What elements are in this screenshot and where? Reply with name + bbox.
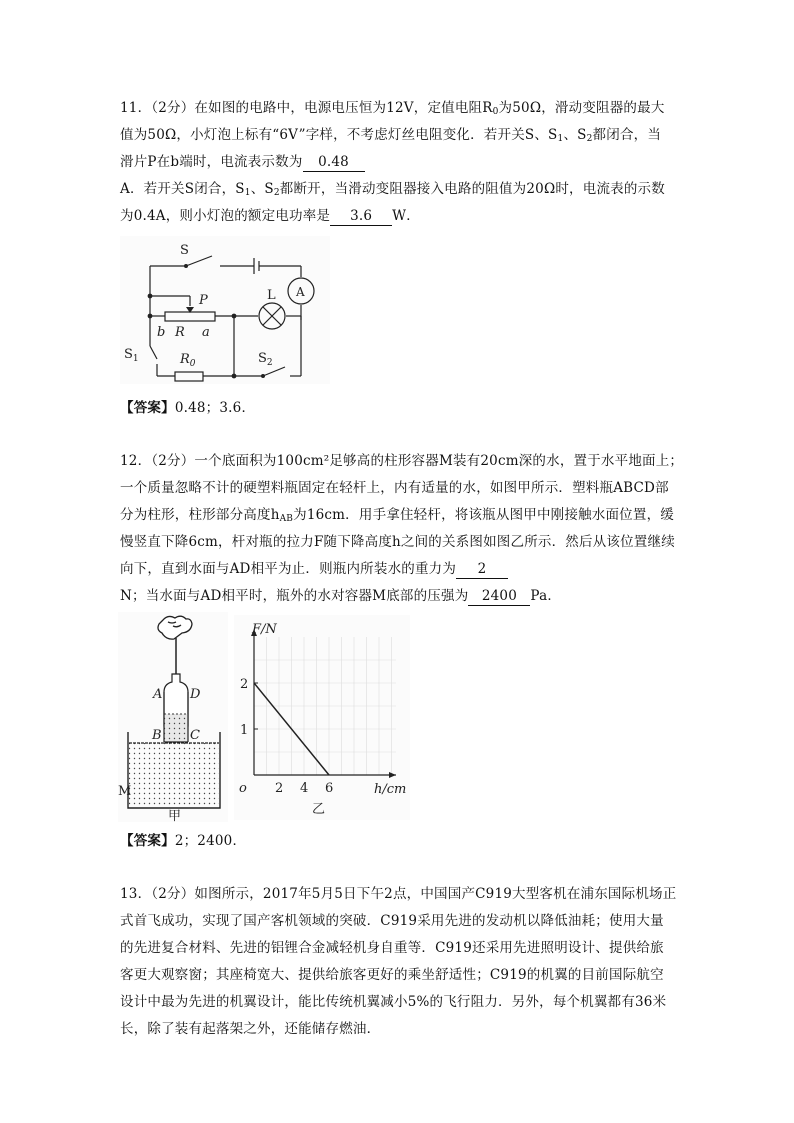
label-switch-s: S [180,243,189,258]
q13-line-4: 客更大观察窗；其座椅宽大、提供给旅客更好的乘坐舒适性；C919的机翼的目前国际航空 [120,967,664,983]
q12-blank-gravity: 2 [456,560,508,579]
q11-line-3: 滑片P在b端时，电流表示数为 0.48 [120,153,680,172]
label-lamp-l: L [267,288,276,303]
y-tick-label: 1 [240,723,249,738]
q11-line-5: 为0.4A，则小灯泡的额定电功率是 3.6 W． [120,208,420,224]
figure-bottle-container [118,612,228,822]
label-yi: 乙 [312,802,326,817]
label-a: A [153,687,163,702]
label-rheostat-r: R [175,325,185,340]
label-end-a: a [202,325,210,340]
label-slider-p: P [199,293,208,308]
q13-line-6: 长，除了装有起落架之外，还能储存燃油． [120,1021,381,1037]
y-axis-label: F/N [252,622,277,637]
q13-line-2: 式首飞成功，实现了国产客机领域的突破．C919采用先进的发动机以降低油耗；使用大量 [120,913,664,929]
q12-line-6: N；当水面与AD相平时，瓶外的水对容器M底部的压强为 2400 Pa． [120,588,562,604]
q11-line-4: A．若开关S闭合，$S_1$、$S_2$都断开，当滑动变阻器接入电路的阻值为20Ω时，电流表的示数 [120,181,665,198]
q12-blank-pressure: 2400 [468,587,530,606]
q12-line-3: 分为柱形，柱形部分高度$h_{AB}$为16cm．用手拿住轻杆，将该瓶从图甲中刚接触水面位置，缓 [120,507,674,524]
q13-line-3: 的先进复合材料、先进的铝锂合金减轻机身自重等．C919还采用先进照明设计、提供给旅 [120,940,664,956]
label-end-b: b [157,325,166,340]
label-m: M [118,784,132,799]
label-ammeter: A [296,285,305,299]
q11-line-2: 值为50Ω，小灯泡上标有“6V”字样，不考虑灯丝电阻变化．若开关S、$S_1$、$S_2$都闭合，当 [120,127,662,144]
q11-line-1: 11．（2分）在如图的电路中，电源电压恒为12V，定值电阻$R_0$为50Ω，滑动变阻器的最大 [120,100,665,117]
label-switch-s2: $S_2$ [258,351,273,368]
y-tick-label: 2 [240,677,249,692]
q11-blank-current: 0.48 [303,153,365,172]
x-tick-label: 4 [300,781,309,796]
label-switch-s1: $S_1$ [124,347,139,364]
q11-answer: 【答案】0.48；3.6． [120,400,256,416]
label-resistor-r0: $R_0$ [180,352,196,369]
origin-label: o [239,781,247,796]
x-tick-label: 2 [275,781,284,796]
label-c: C [190,728,200,743]
q12-line-5: 向下，直到水面与AD相平为止．则瓶内所装水的重力为 2 [120,560,680,579]
x-tick-label: 6 [325,781,334,796]
label-jia: 甲 [168,809,182,822]
q12-line-1: 12．（2分）一个底面积为100cm²足够高的柱形容器M装有20cm深的水，置于水平地面上； [120,453,684,469]
label-d: D [190,687,201,702]
q12-line-4: 慢竖直下降6cm，杆对瓶的拉力F随下降高度h之间的关系图如图乙所示．然后从该位置继续 [120,534,675,550]
q11-blank-power: 3.6 [330,207,392,226]
force-height-chart [234,615,410,820]
circuit-diagram [120,236,330,384]
q13-line-5: 设计中最为先进的机翼设计，能比传统机翼减小5%的飞行阻力．另外，每个机翼都有36米 [120,994,667,1010]
q12-answer: 【答案】2；2400． [120,833,247,849]
q13-line-1: 13．（2分）如图所示，2017年5月5日下午2点，中国国产C919大型客机在浦东国际机场正 [120,886,677,902]
q12-line-2: 一个质量忽略不计的硬塑料瓶固定在轻杆上，内有适量的水，如图甲所示．塑料瓶ABCD部 [120,480,669,496]
label-b: B [152,728,162,743]
x-axis-label: h/cm [374,782,407,797]
